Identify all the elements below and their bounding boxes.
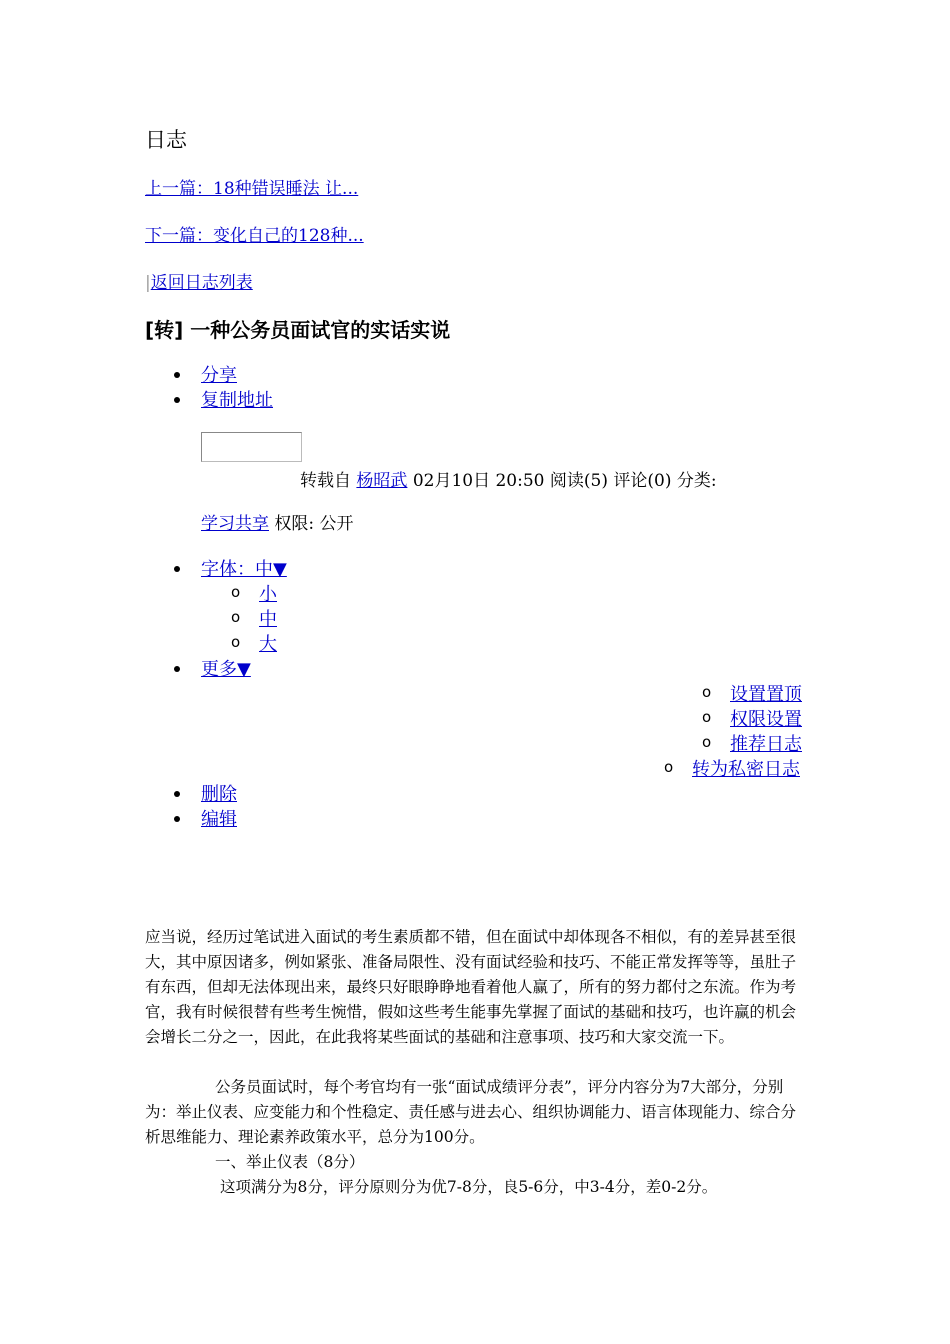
sub-bullet: o xyxy=(702,708,712,726)
bullet-dot xyxy=(174,372,180,378)
back-nav xyxy=(145,268,253,293)
make-private-option[interactable]: 转为私密日志 xyxy=(692,759,800,780)
reposted-label: 转载自 xyxy=(300,471,351,491)
page-heading: 日志 xyxy=(145,128,187,152)
bullet-dot xyxy=(174,666,180,672)
comment-count: 评论(0) xyxy=(613,471,672,491)
category-link[interactable]: 学习共享 xyxy=(201,514,269,534)
sub-bullet: o xyxy=(702,733,712,751)
article-paragraph: 公务员面试时，每个考官均有一张“面试成绩评分表”，评分内容分为7大部分，分别为：举止仪表、应变能力和个性稳定、责任感与进去心、组织协调能力、语言体现能力、综合分析思维能力、理论素养政策水平，总分为100分。 xyxy=(145,1078,797,1146)
font-size-menu[interactable]: 字体：中▼ xyxy=(201,559,287,580)
sub-bullet: o xyxy=(231,633,241,651)
set-pinned-option[interactable]: 设置置顶 xyxy=(730,684,802,705)
bullet-dot xyxy=(174,816,180,822)
permission-text: 权限: 公开 xyxy=(274,514,354,534)
permission-settings-option[interactable]: 权限设置 xyxy=(730,709,802,730)
copy-link-link[interactable]: 复制地址 xyxy=(201,390,273,411)
recommend-post-option[interactable]: 推荐日志 xyxy=(730,734,802,755)
read-count: 阅读(5) xyxy=(549,471,608,491)
delete-link[interactable]: 删除 xyxy=(201,784,237,805)
more-menu[interactable]: 更多▼ xyxy=(201,659,251,680)
back-to-list-link[interactable]: 返回日志列表 xyxy=(150,273,253,293)
article-paragraph: 应当说，经历过笔试进入面试的考生素质都不错，但在面试中却体现各不相似，有的差异甚至很大，其中原因诸多，例如紧张、准备局限性、没有面试经验和技巧、不能正常发挥等等，虽肚子有东西，但却无法体现出来，最终只好眼睁睁地看着他人赢了，所有的努力都付之东流。作为考官，我有时候很替有些考生惋惜，假如这些考生能事先掌握了面试的基础和技巧，也许赢的机会会增长二分之一，因此，在此我将某些面试的基础和注意事项、技巧和大家交流一下。 xyxy=(145,928,797,1046)
article-paragraph: 这项满分为8分，评分原则分为优7-8分，良5-6分，中3-4分，差0-2分。 xyxy=(220,1178,718,1196)
font-large-option[interactable]: 大 xyxy=(259,634,277,655)
share-link[interactable]: 分享 xyxy=(201,365,237,386)
separator: | xyxy=(145,273,151,293)
article-title: [转] 一种公务员面试官的实话实说 xyxy=(145,318,451,342)
bullet-dot xyxy=(174,791,180,797)
bullet-dot xyxy=(174,397,180,403)
sub-bullet: o xyxy=(231,608,241,626)
category-label: 分类: xyxy=(676,471,717,491)
section-heading: 一、举止仪表（8分） xyxy=(215,1153,365,1171)
author-link[interactable]: 杨昭武 xyxy=(356,471,408,491)
post-meta xyxy=(300,466,717,491)
post-datetime: 02月10日 20:50 xyxy=(412,471,545,491)
sub-bullet: o xyxy=(231,583,241,601)
post-meta-line2 xyxy=(201,509,354,534)
next-post-link[interactable]: 下一篇：变化自己的128种... xyxy=(145,226,364,246)
font-small-option[interactable]: 小 xyxy=(259,584,277,605)
prev-post-link[interactable]: 上一篇：18种错误睡法 让... xyxy=(145,179,359,199)
bullet-dot xyxy=(174,566,180,572)
edit-link[interactable]: 编辑 xyxy=(201,809,237,830)
font-medium-option[interactable]: 中 xyxy=(259,609,277,630)
sub-bullet: o xyxy=(702,683,712,701)
copy-address-input[interactable] xyxy=(201,432,302,462)
sub-bullet: o xyxy=(664,758,674,776)
